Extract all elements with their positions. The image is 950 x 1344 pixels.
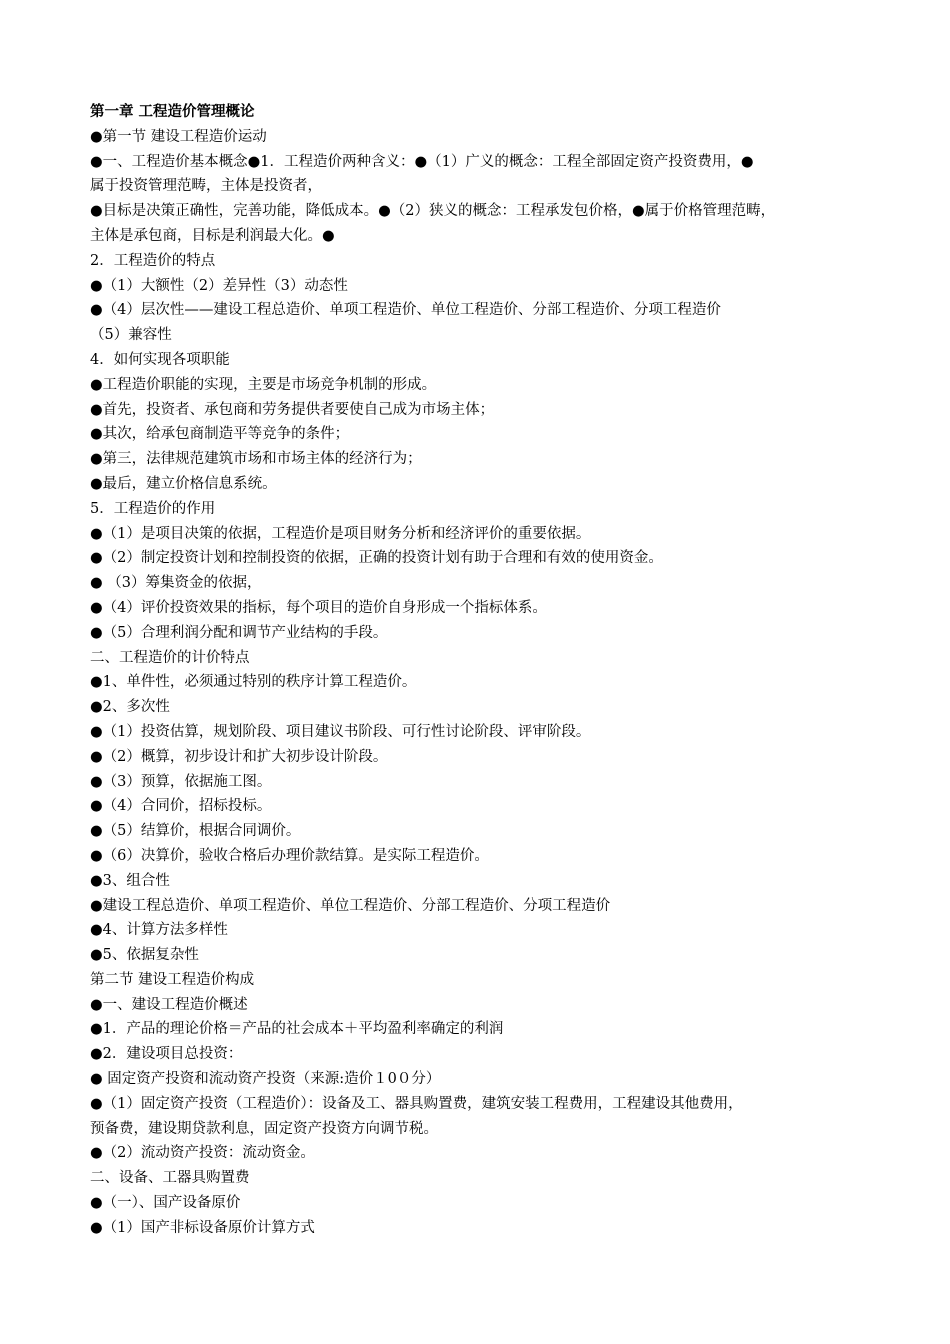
text-line: ●目标是决策正确性，完善功能，降低成本。●（2）狭义的概念：工程承发包价格，●属于价格管理范畴， — [90, 203, 776, 220]
text-line: 2．工程造价的特点 — [90, 252, 216, 269]
chapter-title: 第一章 工程造价管理概论 — [90, 103, 255, 120]
text-line: ●工程造价职能的实现，主要是市场竞争机制的形成。 — [90, 376, 437, 393]
text-line: ●2．建设项目总投资： — [90, 1046, 243, 1063]
text-line: ●（4）评价投资效果的指标，每个项目的造价自身形成一个指标体系。 — [90, 599, 547, 616]
text-line: 二、工程造价的计价特点 — [90, 649, 250, 666]
text-line: ●3、组合性 — [90, 872, 170, 889]
text-line: ●（4）层次性——建设工程总造价、单项工程造价、单位工程造价、分部工程造价、分项工程造价 — [90, 302, 721, 319]
text-line: ●（3）预算，依据施工图。 — [90, 773, 272, 790]
text-line: ●建设工程总造价、单项工程造价、单位工程造价、分部工程造价、分项工程造价 — [90, 897, 611, 914]
text-line: ● 固定资产投资和流动资产投资（来源:造价１0０分） — [90, 1071, 441, 1088]
text-line: （5）兼容性 — [90, 327, 172, 344]
text-line: ● （3）筹集资金的依据， — [90, 575, 262, 592]
text-line: ●（一）、国产设备原价 — [90, 1195, 241, 1212]
text-line: ●（1）投资估算，规划阶段、项目建议书阶段、可行性讨论阶段、评审阶段。 — [90, 723, 591, 740]
text-line: 5．工程造价的作用 — [90, 500, 216, 517]
text-line: ●一、工程造价基本概念●1．工程造价两种含义：●（1）广义的概念：工程全部固定资产投资费用，● — [90, 153, 754, 170]
text-line: 属于投资管理范畴，主体是投资者， — [90, 178, 322, 195]
document-page — [90, 100, 870, 1241]
text-line: ●（2）制定投资计划和控制投资的依据，正确的投资计划有助于合理和有效的使用资金。 — [90, 550, 663, 567]
text-line: ●（2）流动资产投资：流动资金。 — [90, 1145, 315, 1162]
text-line: ●（1）国产非标设备原价计算方式 — [90, 1219, 315, 1236]
text-line: ●最后，建立价格信息系统。 — [90, 475, 277, 492]
text-line: ●首先，投资者、承包商和劳务提供者要使自己成为市场主体； — [90, 401, 495, 418]
text-line: ●第三，法律规范建筑市场和市场主体的经济行为； — [90, 451, 422, 468]
text-line: ●4、计算方法多样性 — [90, 922, 228, 939]
text-line: 4．如何实现各项职能 — [90, 351, 230, 368]
text-line: ●（1）是项目决策的依据，工程造价是项目财务分析和经济评价的重要依据。 — [90, 525, 591, 542]
text-line: ●（4）合同价，招标投标。 — [90, 798, 272, 815]
text-line: ●（6）决算价，验收合格后办理价款结算。是实际工程造价。 — [90, 847, 489, 864]
text-line: ●一、建设工程造价概述 — [90, 996, 248, 1013]
text-line: ●（1）大额性（2）差异性（3）动态性 — [90, 277, 348, 294]
text-line: 第二节 建设工程造价构成 — [90, 971, 255, 988]
text-line: 预备费，建设期贷款利息，固定资产投资方向调节税。 — [90, 1120, 438, 1137]
text-line: 二、设备、工器具购置费 — [90, 1170, 250, 1187]
text-line: ●2、多次性 — [90, 699, 170, 716]
text-line: ●（1）固定资产投资（工程造价）：设备及工、器具购置费，建筑安装工程费用，工程建设其他费用， — [90, 1095, 743, 1112]
text-line: ●1、单件性，必须通过特别的秩序计算工程造价。 — [90, 674, 417, 691]
text-line: ●（5）合理利润分配和调节产业结构的手段。 — [90, 624, 388, 641]
text-line: ●第一节 建设工程造价运动 — [90, 128, 267, 145]
text-line: ●其次，给承包商制造平等竞争的条件； — [90, 426, 350, 443]
text-line: ●1．产品的理论价格＝产品的社会成本＋平均盈利率确定的利润 — [90, 1021, 504, 1038]
text-line: ●（5）结算价，根据合同调价。 — [90, 823, 301, 840]
text-line: ●（2）概算，初步设计和扩大初步设计阶段。 — [90, 748, 388, 765]
text-line: ●5、依据复杂性 — [90, 947, 199, 964]
text-line: 主体是承包商，目标是利润最大化。● — [90, 227, 335, 244]
